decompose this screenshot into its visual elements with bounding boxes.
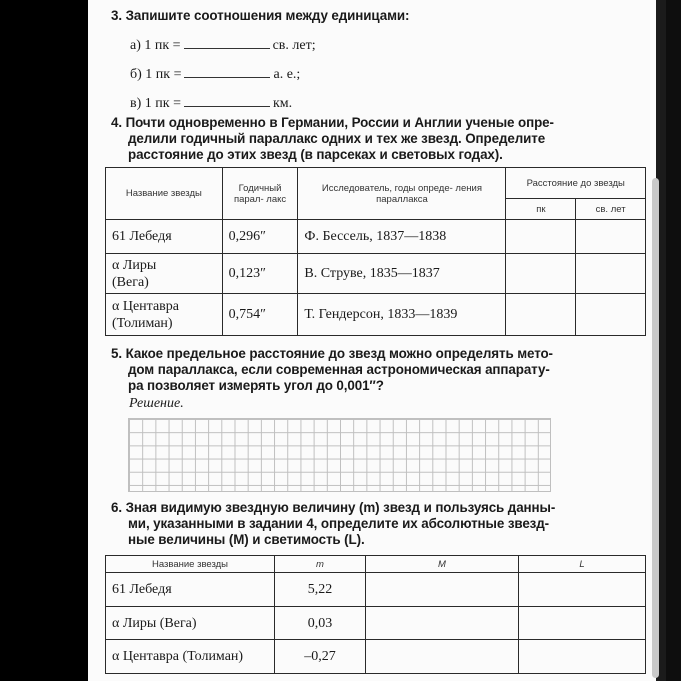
q3-line-b-blank[interactable] <box>184 65 270 78</box>
question-5-number: 5. <box>111 346 122 361</box>
row6-2-L-cell[interactable] <box>519 607 646 640</box>
row3-pc-cell[interactable] <box>506 294 576 336</box>
row2-name <box>106 254 223 294</box>
th-ly: св. лет <box>576 199 646 220</box>
th6-star-name: Название звезды <box>106 556 275 573</box>
scrollbar-thumb[interactable] <box>652 178 659 678</box>
q3-line-b <box>130 65 300 84</box>
row2-ly-cell[interactable] <box>576 254 646 294</box>
row3-parallax: 0,754″ <box>222 294 298 336</box>
q3-line-a-label: а) 1 пк = <box>130 38 181 53</box>
th-pc: пк <box>506 199 576 220</box>
row1-parallax: 0,296″ <box>222 220 298 254</box>
q6-line-1 <box>111 500 651 516</box>
row6-3-M-cell[interactable] <box>366 640 519 674</box>
question-5-text <box>111 346 651 394</box>
q4-line-1 <box>111 115 651 131</box>
row6-1-L-cell[interactable] <box>519 573 646 607</box>
row3-name-line1: α Центавра <box>112 298 179 314</box>
table-row <box>106 294 646 336</box>
row1-researcher: Ф. Бессель, 1837—1838 <box>298 220 506 254</box>
q3-line-b-label: б) 1 пк = <box>130 67 182 82</box>
row6-2-M-cell[interactable] <box>366 607 519 640</box>
row3-ly-cell[interactable] <box>576 294 646 336</box>
q3-line-a-unit: св. лет; <box>272 38 316 53</box>
row6-1-m: 5,22 <box>275 573 366 607</box>
q3-line-a-blank[interactable] <box>184 36 270 49</box>
row6-3-name: α Центавра (Толиман) <box>106 640 275 674</box>
q4-line-2: делили годичный параллакс одних и тех же звезд. Определите <box>128 131 546 146</box>
q3-line-a <box>130 36 316 55</box>
q6-line-1-text: Зная видимую звездную величину (m) звезд и пользуясь данны- <box>125 500 556 515</box>
row2-name-line1: α Лиры <box>112 257 157 273</box>
row2-pc-cell[interactable] <box>506 254 576 294</box>
row6-1-M-cell[interactable] <box>366 573 519 607</box>
table-row <box>106 607 646 640</box>
q4-line-1-text: Почти одновременно в Германии, России и Англии ученые опре- <box>125 115 554 130</box>
q3-line-c-label: в) 1 пк = <box>130 96 181 111</box>
question-3-number: 3. <box>111 8 122 23</box>
th-star-name: Название звезды <box>106 168 223 220</box>
solution-label: Решение. <box>129 396 184 411</box>
q3-line-c-blank[interactable] <box>184 94 270 107</box>
row3-name-line2: (Толиман) <box>112 315 173 331</box>
q5-line-3: ра позволяет измерять угол до 0,001″? <box>128 378 384 393</box>
row2-parallax: 0,123″ <box>222 254 298 294</box>
table-row <box>106 220 646 254</box>
row2-name-line2: (Вега) <box>112 274 149 290</box>
row3-name <box>106 294 223 336</box>
question-6-number: 6. <box>111 500 122 515</box>
q6-line-3: ные величины (M) и светимость (L). <box>128 532 365 547</box>
q6-line-2: ми, указанными в задании 4, определите их абсолютные звезд- <box>128 516 549 531</box>
row1-pc-cell[interactable] <box>506 220 576 254</box>
row1-ly-cell[interactable] <box>576 220 646 254</box>
row6-1-name: 61 Лебедя <box>106 573 275 607</box>
row6-2-m: 0,03 <box>275 607 366 640</box>
q4-line-3: расстояние до этих звезд (в парсеках и световых годах). <box>128 147 503 162</box>
side-background <box>666 0 681 681</box>
th6-m: m <box>275 556 366 573</box>
th-parallax: Годичный парал- лакс <box>222 168 298 220</box>
question-3-title <box>111 8 409 24</box>
worksheet-page <box>88 0 656 681</box>
th-distance: Расстояние до звезды <box>506 168 646 199</box>
th6-M: M <box>366 556 519 573</box>
q3-line-b-unit: а. е.; <box>273 67 301 82</box>
magnitude-table <box>105 555 646 674</box>
q3-line-c <box>130 94 292 113</box>
row2-researcher: В. Струве, 1835—1837 <box>298 254 506 294</box>
q5-line-2: дом параллакса, если современная астрономическая аппарату- <box>128 362 550 377</box>
question-4-text <box>111 115 651 163</box>
th-researcher: Исследователь, годы опреде- ления параллакса <box>298 168 506 220</box>
th6-L: L <box>519 556 646 573</box>
q3-line-c-unit: км. <box>272 96 293 111</box>
row6-2-name: α Лиры (Вега) <box>106 607 275 640</box>
question-3-text: Запишите соотношения между единицами: <box>125 8 410 23</box>
q5-line-1 <box>111 346 651 362</box>
question-6-text <box>111 500 651 548</box>
q5-line-1-text: Какое предельное расстояние до звезд можно определять мето- <box>125 346 553 361</box>
row3-researcher: Т. Гендерсон, 1833—1839 <box>298 294 506 336</box>
table-row <box>106 254 646 294</box>
question-4-number: 4. <box>111 115 122 130</box>
table-row <box>106 573 646 607</box>
row6-3-L-cell[interactable] <box>519 640 646 674</box>
solution-grid[interactable] <box>128 418 551 492</box>
row6-3-m: –0,27 <box>275 640 366 674</box>
row1-name: 61 Лебедя <box>106 220 223 254</box>
parallax-table <box>105 167 646 336</box>
table-row <box>106 640 646 674</box>
